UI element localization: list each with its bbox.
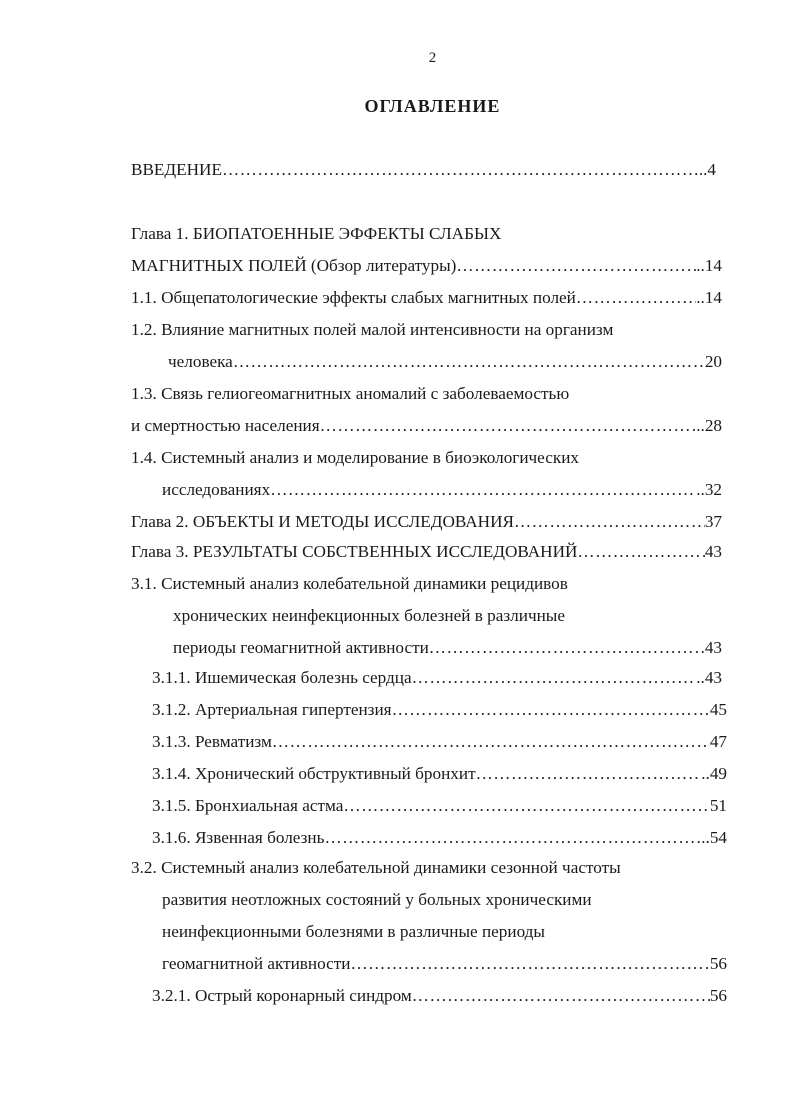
leader-dots (456, 254, 696, 278)
toc-entry-page: 47 (709, 732, 727, 751)
leader-dots (392, 698, 693, 722)
toc-entry-page: ..14 (696, 256, 722, 275)
toc-entry-page: 56 (709, 986, 727, 1005)
leader-dots (514, 510, 705, 534)
leader-dots (577, 540, 704, 564)
toc-entry-chapter-3 (131, 540, 722, 564)
toc-entry-page: ..32 (696, 480, 722, 499)
toc-entry-page: ..43 (696, 668, 722, 687)
toc-entry-chapter-1-cont (131, 254, 722, 278)
toc-entry-text: 3.1. Системный анализ колебательной динамики рецидивов (131, 574, 568, 593)
toc-entry-page: 43 (704, 542, 722, 561)
toc-entry-text: развития неотложных состояний у больных хроническими (162, 890, 592, 909)
toc-entry-1-4-cont (162, 478, 722, 502)
toc-entry-1-2-cont (168, 350, 722, 374)
toc-entry-1-3 (131, 382, 722, 406)
toc-entry-3-2-cont-3 (162, 952, 727, 976)
toc-entry-text: 1.1. Общепатологические эффекты слабых магнитных полей (131, 288, 576, 307)
toc-entry-text: и смертностью населения (131, 416, 320, 435)
leader-dots (233, 350, 705, 374)
leader-dots (324, 826, 701, 850)
toc-entry-page: ..54 (701, 828, 727, 847)
leader-dots (576, 286, 696, 310)
toc-entry-text: 3.2.1. Острый коронарный синдром (152, 986, 412, 1005)
toc-entry-text: Глава 2. ОБЪЕКТЫ И МЕТОДЫ ИССЛЕДОВАНИЯ (131, 512, 514, 531)
toc-entry-3-1-5 (152, 794, 727, 818)
toc-entry-3-1-cont-2 (173, 636, 722, 660)
leader-dots (429, 636, 705, 660)
toc-entry-page: ..14 (696, 288, 722, 307)
toc-entry-3-2-1 (152, 984, 727, 1008)
toc-entry-3-2 (131, 856, 727, 880)
toc-entry-1-1 (131, 286, 722, 310)
toc-entry-3-1-6 (152, 826, 727, 850)
toc-entry-3-1-3 (152, 730, 727, 754)
toc-entry-3-1 (131, 572, 722, 596)
toc-entry-text: 3.1.2. Артериальная гипертензия (152, 700, 392, 719)
toc-entry-text: 3.1.6. Язвенная болезнь (152, 828, 325, 847)
toc-entry-3-1-cont (173, 604, 722, 628)
toc-entry-text: 1.3. Связь гелиогеомагнитных аномалий с заболеваемостью (131, 384, 570, 403)
toc-entry-text: 3.1.4. Хронический обструктивный бронхит (152, 764, 476, 783)
toc-entry-3-1-2 (152, 698, 727, 722)
page-number: 2 (428, 50, 437, 66)
toc-entry-page: ..4 (698, 160, 716, 179)
toc-entry-text: ВВЕДЕНИЕ (131, 160, 222, 179)
toc-entry-introduction (131, 158, 716, 182)
leader-dots (272, 730, 710, 754)
leader-dots (412, 984, 710, 1008)
toc-entry-text: человека (168, 352, 233, 371)
toc-entry-3-2-cont-2 (162, 920, 727, 944)
toc-entry-text: геомагнитной активности (162, 954, 351, 973)
toc-entry-1-4 (131, 446, 722, 470)
toc-entry-text: 3.1.3. Ревматизм (152, 732, 272, 751)
toc-entry-text: 1.4. Системный анализ и моделирование в биоэкологических (131, 448, 580, 467)
toc-entry-text: 3.1.5. Бронхиальная астма (152, 796, 344, 815)
leader-dots (343, 794, 709, 818)
toc-entry-text: Глава 1. БИОПАТОЕННЫЕ ЭФФЕКТЫ СЛАБЫХ (131, 224, 502, 243)
toc-entry-text: исследованиях (162, 480, 271, 499)
toc-entry-1-2 (131, 318, 722, 342)
toc-entry-page: 56 (709, 954, 727, 973)
toc-entry-page: 37 (704, 512, 722, 531)
toc-entry-text: 3.2. Системный анализ колебательной динамики сезонной частоты (131, 858, 621, 877)
toc-entry-text: Глава 3. РЕЗУЛЬТАТЫ СОБСТВЕННЫХ ИССЛЕДОВАНИЙ (131, 542, 578, 561)
toc-entry-3-2-cont (162, 888, 727, 912)
toc-entry-3-1-4 (152, 762, 727, 786)
toc-entry-text: периоды геомагнитной активности (173, 638, 429, 657)
toc-entry-1-3-cont (131, 414, 722, 438)
leader-dots (476, 762, 702, 786)
toc-title: ОГЛАВЛЕНИЕ (364, 96, 501, 116)
toc-entry-chapter-1 (131, 222, 716, 246)
toc-entry-3-1-1 (152, 666, 722, 690)
leader-dots (350, 952, 709, 976)
toc-entry-text: 3.1.1. Ишемическая болезнь сердца (152, 668, 412, 687)
toc-entry-page: …45 (692, 700, 727, 719)
leader-dots (270, 478, 696, 502)
toc-entry-page: ..28 (696, 416, 722, 435)
toc-entry-text: неинфекционными болезнями в различные периоды (162, 922, 545, 941)
toc-entry-page: 20 (704, 352, 722, 371)
toc-entry-page: 51 (709, 796, 727, 815)
toc-entry-page: ..49 (701, 764, 727, 783)
toc-entry-text: хронических неинфекционных болезней в различные (173, 606, 565, 625)
leader-dots (222, 158, 699, 182)
toc-entry-chapter-2 (131, 510, 722, 534)
toc-entry-page: 43 (704, 638, 722, 657)
toc-entry-text: МАГНИТНЫХ ПОЛЕЙ (Обзор литературы) (131, 256, 457, 275)
toc-entry-text: 1.2. Влияние магнитных полей малой интенсивности на организм (131, 320, 614, 339)
leader-dots (412, 666, 697, 690)
leader-dots (320, 414, 697, 438)
